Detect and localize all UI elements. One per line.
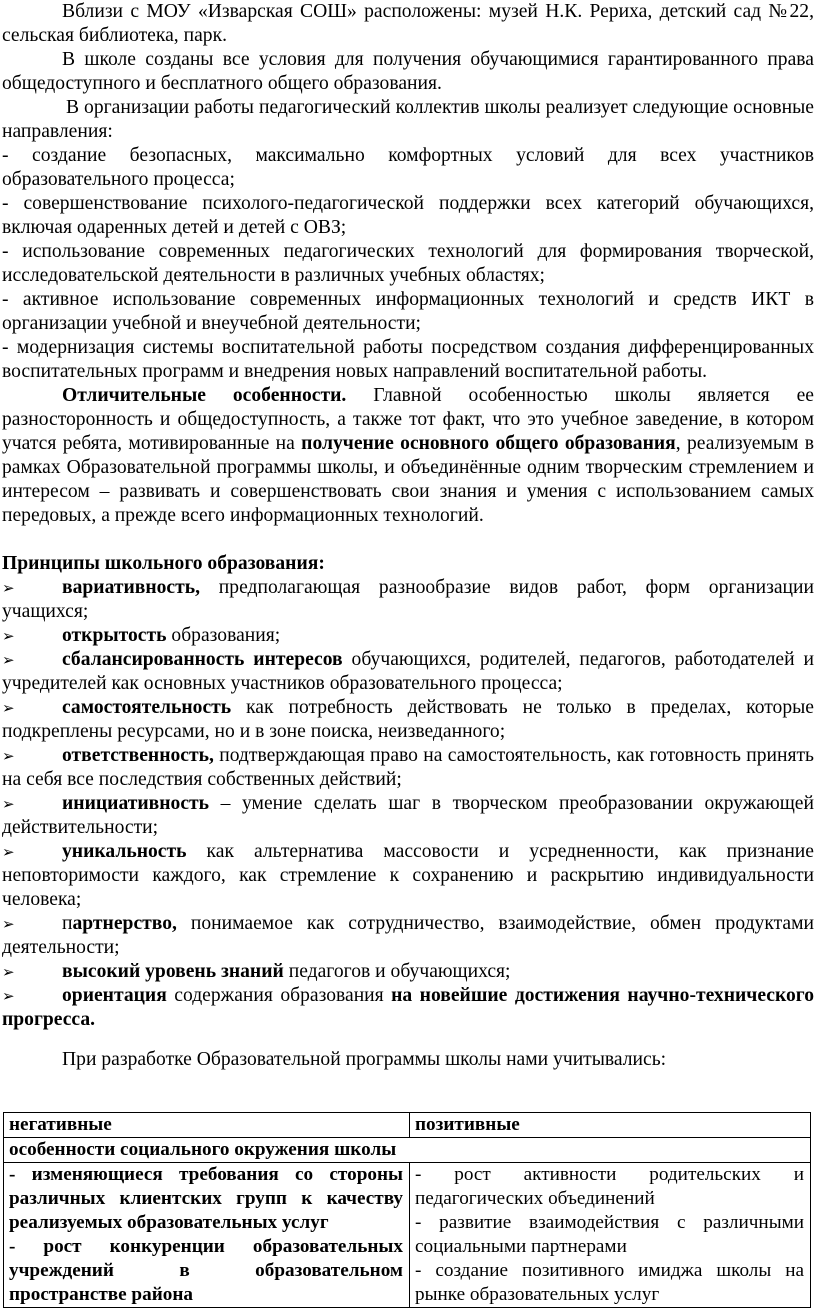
principle-description: как потребность действовать не только в пределах, которые подкреплены ресурсами, но и в зоне поиска, неизведанного;: [2, 697, 814, 742]
principles-list: [2, 576, 814, 1032]
arrowhead-bullet-icon: ➢: [2, 627, 15, 645]
section-title-cell: [4, 1138, 811, 1163]
arrowhead-bullet-icon: ➢: [2, 987, 15, 1005]
positive-item: - рост активности родительских и педагогических объединений: [415, 1164, 804, 1209]
arrowhead-bullet-icon: ➢: [2, 843, 15, 861]
header-positive: [410, 1113, 811, 1138]
negative-item-text: - рост конкуренции образовательных учреждений в образовательном пространстве района: [9, 1236, 403, 1305]
arrowhead-bullet-icon: ➢: [2, 963, 15, 981]
conditions-table: [3, 1112, 811, 1308]
principle-description: – умение сделать шаг в творческом преобразовании окружающей действительности;: [2, 793, 814, 838]
principle-item: [2, 648, 814, 696]
intro-paragraph-3: В организации работы педагогический коллектив школы реализует следующие основные направления:: [2, 97, 814, 142]
header-negative: [4, 1113, 410, 1138]
principle-term: ответственность,: [62, 745, 214, 766]
arrowhead-bullet-icon: ➢: [2, 651, 15, 669]
principle-item: [2, 912, 814, 960]
table-section-row: [4, 1138, 811, 1163]
direction-item: - использование современных педагогических технологий для формирования творческой, исследовательской деятельности в различных учебных областях;: [2, 241, 814, 286]
features-paragraph: [2, 384, 814, 528]
direction-item: - совершенствование психолого-педагогической поддержки всех категорий обучающихся, включая одаренных детей и детей с ОВЗ;: [2, 193, 814, 238]
principle-prefix: п: [62, 913, 73, 934]
positive-item: - создание позитивного имиджа школы на рынке образовательных услуг: [415, 1260, 804, 1305]
principle-description: понимаемое как сотрудничество, взаимодействие, обмен продуктами деятельности;: [2, 913, 814, 958]
principle-item: [2, 744, 814, 792]
header-positive-label: позитивные: [415, 1114, 520, 1135]
principle-item: [2, 696, 814, 744]
program-note: При разработке Образовательной программы школы нами учитывались:: [62, 1049, 667, 1070]
directions-list: [2, 144, 814, 384]
header-negative-label: негативные: [9, 1114, 112, 1135]
intro-paragraph-2: В школе созданы все условия для получения обучающимися гарантированного права общедоступного и бесплатного общего образования.: [2, 49, 814, 94]
principle-description: подтверждающая право на самостоятельность, как готовность принять на себя все последствия собственных действий;: [2, 745, 814, 790]
arrowhead-bullet-icon: ➢: [2, 747, 15, 765]
principle-description: обучающихся, родителей, педагогов, работодателей и учредителей как основных участников образовательного процесса;: [2, 649, 814, 694]
principle-item: [2, 576, 814, 624]
principle-term: вариативность,: [62, 577, 201, 598]
principle-term: ориентация: [62, 985, 167, 1006]
direction-item: - активное использование современных информационных технологий и средств ИКТ в организации учебной и внеучебной деятельности;: [2, 289, 814, 334]
principle-item: [2, 984, 814, 1032]
principle-term: артнерство,: [72, 913, 177, 934]
positive-item: - развитие взаимодействия с различными социальными партнерами: [415, 1212, 804, 1257]
principle-description: образования;: [166, 625, 281, 646]
direction-item: - модернизация системы воспитательной работы посредством создания дифференцированных воспитательных программ и внедрения новых направлений воспитательной работы.: [2, 337, 814, 382]
principle-item: [2, 840, 814, 912]
principles-heading: [2, 552, 814, 576]
features-text-b: , реализуемым в рамках Образовательной программы школы, и объединённые одним творческим стремлением и интересом – развивать и совершенствовать свои знания и умения с использованием самых передовых, а прежде всего информационных технологий.: [2, 433, 814, 526]
features-bold-text: получение основного общего образования: [301, 433, 676, 454]
positive-cell: [410, 1163, 811, 1308]
principle-description: как альтернатива массовости и усредненности, как признание неповторимости каждого, как стремление к сохранению и раскрытию индивидуальности человека;: [2, 841, 814, 910]
arrowhead-bullet-icon: ➢: [2, 579, 15, 597]
principle-term: высокий уровень знаний: [62, 961, 284, 982]
principle-term: уникальность: [62, 841, 187, 862]
table-header-row: [4, 1113, 811, 1138]
principle-term: сбалансированность интересов: [62, 649, 343, 670]
negative-item-text: - изменяющиеся требования со стороны различных клиентских групп к качеству реализуемых образовательных услуг: [9, 1164, 403, 1233]
negative-item: [9, 1163, 403, 1235]
principle-term: самостоятельность: [62, 697, 232, 718]
principle-item: [2, 960, 814, 984]
section-title: особенности социального окружения школы: [9, 1139, 397, 1160]
direction-item: - создание безопасных, максимально комфортных условий для всех участников образовательного процесса;: [2, 145, 814, 190]
principle-term: инициативность: [62, 793, 210, 814]
arrowhead-bullet-icon: ➢: [2, 795, 15, 813]
arrowhead-bullet-icon: ➢: [2, 699, 15, 717]
document-page: [2, 0, 814, 1072]
principle-item: [2, 624, 814, 648]
principle-description: предполагающая разнообразие видов работ, форм организации учащихся;: [2, 577, 814, 622]
features-text-a: Главной особенностью школы является ее разносторонность и общедоступность, а также тот факт, что это учебное заведение, в котором учатся ребята, мотивированные на: [2, 385, 814, 454]
negative-item: [9, 1235, 403, 1307]
principles-heading-text: Принципы школьного образования:: [2, 553, 325, 574]
principle-description: содержания образования: [166, 985, 392, 1006]
table-row: [4, 1163, 811, 1308]
negative-cell: [4, 1163, 410, 1308]
principle-description: педагогов и обучающихся;: [283, 961, 511, 982]
features-heading: Отличительные особенности.: [62, 385, 347, 406]
arrowhead-bullet-icon: ➢: [2, 915, 15, 933]
principle-item: [2, 792, 814, 840]
principle-term-emphasis: на новейшие достижения научно-технического прогресса.: [2, 985, 814, 1030]
intro-paragraph-1: Вблизи с МОУ «Изварская СОШ» расположены: музей Н.К. Рериха, детский сад №22, сельская библиотека, парк.: [2, 1, 814, 46]
principle-term: открытость: [62, 625, 167, 646]
